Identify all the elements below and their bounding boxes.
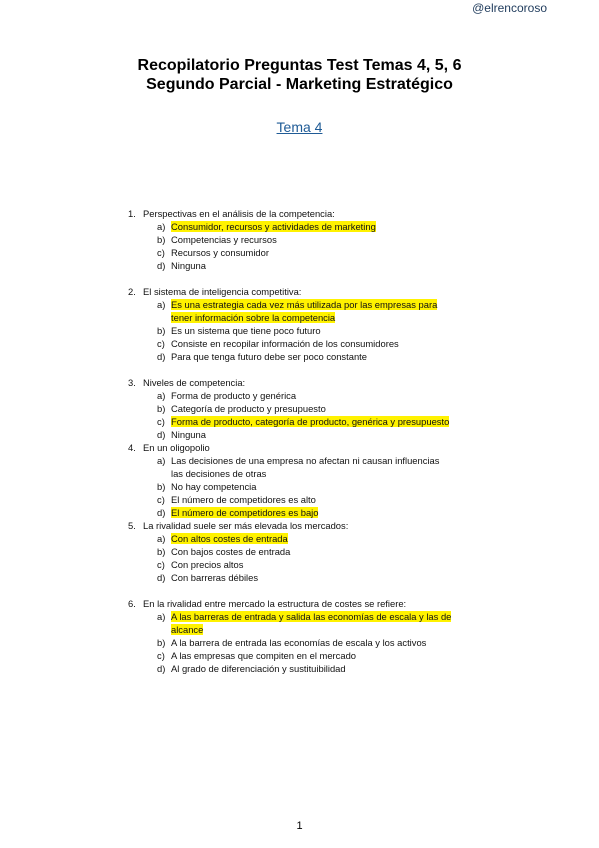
question-item: [0, 285, 599, 363]
title-line-2: Segundo Parcial - Marketing Estratégico: [146, 76, 453, 93]
correct-answer-highlight: Consumidor, recursos y actividades de marketing: [171, 221, 376, 232]
question-spacer: [0, 584, 599, 597]
question-item: [0, 597, 599, 675]
option-text: Con bajos costes de entrada: [171, 546, 291, 557]
option-letter: b): [157, 546, 166, 557]
page-number: 1: [296, 820, 303, 832]
option-letter: d): [157, 260, 166, 271]
question-number: 4.: [128, 442, 136, 453]
question-list: [0, 207, 599, 675]
author-handle: @elrencoroso: [472, 1, 547, 15]
option-letter: d): [157, 663, 166, 674]
answer-option: [0, 493, 599, 506]
option-text: Recursos y consumidor: [171, 247, 269, 258]
answer-option: [0, 662, 599, 675]
question-number: 5.: [128, 520, 136, 531]
question-text: Perspectivas en el análisis de la competencia:: [143, 208, 335, 219]
option-text: Consiste en recopilar información de los consumidores: [171, 338, 399, 349]
answer-option: [0, 454, 599, 480]
question-spacer: [0, 272, 599, 285]
answer-option: [0, 532, 599, 545]
option-letter: d): [157, 507, 166, 518]
option-letter: d): [157, 429, 166, 440]
question-text: Niveles de competencia:: [143, 377, 246, 388]
question-text: En la rivalidad entre mercado la estructura de costes se refiere:: [143, 598, 407, 609]
title-line-1: Recopilatorio Preguntas Test Temas 4, 5, 6: [137, 57, 462, 74]
option-text: Competencias y recursos: [171, 234, 277, 245]
option-letter: a): [157, 221, 166, 232]
answer-option: [0, 571, 599, 584]
section-heading: Tema 4: [276, 119, 323, 135]
option-letter: c): [157, 416, 165, 427]
correct-answer-highlight: A las barreras de entrada y salida las economías de escala y las de alcance: [171, 611, 452, 635]
option-text: A las empresas que compiten en el mercado: [171, 650, 356, 661]
question-stem: [0, 597, 599, 610]
option-text: Ninguna: [171, 429, 206, 440]
answer-option: [0, 610, 599, 636]
answer-option: [0, 246, 599, 259]
option-text: Para que tenga futuro debe ser poco constante: [171, 351, 367, 362]
correct-answer-highlight: Con altos costes de entrada: [171, 533, 288, 544]
option-text: Con precios altos: [171, 559, 244, 570]
question-stem: [0, 441, 599, 454]
question-number: 1.: [128, 208, 136, 219]
option-text: Con barreras débiles: [171, 572, 259, 583]
correct-answer-highlight: Es una estrategia cada vez más utilizada por las empresas para tener información sobre la competencia: [171, 299, 438, 323]
option-letter: a): [157, 455, 166, 466]
option-letter: b): [157, 325, 166, 336]
option-letter: b): [157, 481, 166, 492]
question-text: La rivalidad suele ser más elevada los mercados:: [143, 520, 349, 531]
question-number: 6.: [128, 598, 136, 609]
option-letter: b): [157, 637, 166, 648]
answer-option: [0, 636, 599, 649]
question-stem: [0, 207, 599, 220]
answer-option: [0, 233, 599, 246]
option-letter: d): [157, 351, 166, 362]
question-item: [0, 376, 599, 441]
question-stem: [0, 519, 599, 532]
question-stem: [0, 285, 599, 298]
correct-answer-highlight: El número de competidores es bajo: [171, 507, 319, 518]
question-text: El sistema de inteligencia competitiva:: [143, 286, 302, 297]
option-text: Ninguna: [171, 260, 206, 271]
question-number: 2.: [128, 286, 136, 297]
question-item: [0, 207, 599, 272]
option-letter: c): [157, 559, 165, 570]
option-letter: a): [157, 533, 166, 544]
question-item: [0, 441, 599, 519]
option-text: No hay competencia: [171, 481, 257, 492]
answer-option: [0, 402, 599, 415]
option-text: Categoría de producto y presupuesto: [171, 403, 326, 414]
option-text: Es un sistema que tiene poco futuro: [171, 325, 321, 336]
option-text: Las decisiones de una empresa no afectan ni causan influencias las decisiones de otras: [171, 455, 440, 479]
answer-option: [0, 545, 599, 558]
answer-option: [0, 506, 599, 519]
option-text: Al grado de diferenciación y sustituibilidad: [171, 663, 346, 674]
option-text: A la barrera de entrada las economías de escala y los activos: [171, 637, 427, 648]
option-letter: a): [157, 611, 166, 622]
option-letter: c): [157, 494, 165, 505]
option-letter: c): [157, 247, 165, 258]
option-letter: c): [157, 650, 165, 661]
question-stem: [0, 376, 599, 389]
answer-option: [0, 480, 599, 493]
document-title: [0, 56, 599, 94]
option-letter: b): [157, 403, 166, 414]
option-letter: a): [157, 390, 166, 401]
option-letter: c): [157, 338, 165, 349]
answer-option: [0, 337, 599, 350]
answer-option: [0, 389, 599, 402]
question-item: [0, 519, 599, 584]
answer-option: [0, 649, 599, 662]
answer-option: [0, 428, 599, 441]
answer-option: [0, 324, 599, 337]
question-spacer: [0, 363, 599, 376]
answer-option: [0, 350, 599, 363]
correct-answer-highlight: Forma de producto, categoría de producto, genérica y presupuesto: [171, 416, 450, 427]
answer-option: [0, 298, 599, 324]
question-text: En un oligopolio: [143, 442, 210, 453]
answer-option: [0, 220, 599, 233]
option-letter: b): [157, 234, 166, 245]
question-number: 3.: [128, 377, 136, 388]
option-letter: d): [157, 572, 166, 583]
option-letter: a): [157, 299, 166, 310]
answer-option: [0, 558, 599, 571]
option-text: El número de competidores es alto: [171, 494, 316, 505]
answer-option: [0, 415, 599, 428]
answer-option: [0, 259, 599, 272]
option-text: Forma de producto y genérica: [171, 390, 297, 401]
